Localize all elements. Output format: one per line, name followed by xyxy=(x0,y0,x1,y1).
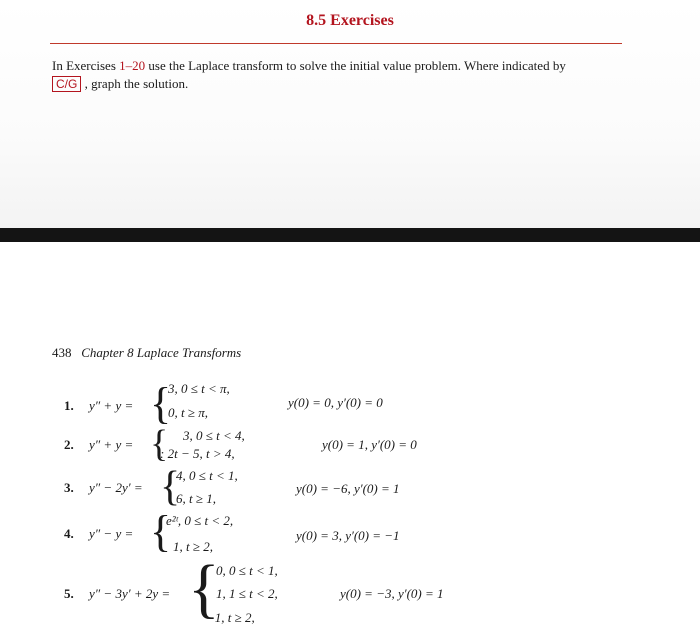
left-brace: { xyxy=(150,507,172,556)
upper-page xyxy=(0,0,700,228)
piece-2: 1, 1 ≤ t < 2, xyxy=(216,586,278,601)
page-separator xyxy=(0,228,700,242)
equation-lhs: y″ − 3y′ + 2y = xyxy=(89,586,171,601)
page-number: 438 xyxy=(52,345,72,360)
piece-2: 0, t ≥ π, xyxy=(168,405,209,420)
piece-1: 3, 0 ≤ t < 4, xyxy=(183,428,245,443)
running-head xyxy=(52,345,241,361)
intro-text-1: In Exercises xyxy=(52,58,120,73)
exercise-instructions xyxy=(52,57,612,93)
section-title: 8.5 Exercises xyxy=(306,12,394,29)
left-brace: { xyxy=(150,423,169,465)
initial-conditions: y(0) = −3, y′(0) = 1 xyxy=(340,586,444,601)
equation-lhs: y″ + y = xyxy=(89,398,134,413)
left-brace: { xyxy=(188,552,220,625)
title-rule xyxy=(50,43,622,44)
intro-text-2: use the Laplace transform to solve the initial value problem. Where indicated by xyxy=(145,58,566,73)
exercise-number: 2. xyxy=(64,437,74,452)
exercise-number: 5. xyxy=(64,586,74,601)
equation-lhs: y″ − 2y′ = xyxy=(89,480,143,495)
initial-conditions: y(0) = −6, y′(0) = 1 xyxy=(296,481,400,496)
left-brace: { xyxy=(150,379,172,428)
piece-2: 6, t ≥ 1, xyxy=(176,491,216,506)
exercise-range: 1–20 xyxy=(119,58,146,73)
initial-conditions: y(0) = 0, y′(0) = 0 xyxy=(288,395,383,410)
piece-1: 4, 0 ≤ t < 1, xyxy=(176,468,238,483)
left-brace: { xyxy=(160,464,181,510)
exercise-number: 4. xyxy=(64,526,74,541)
piece-2: : 2t − 5, t > 4, xyxy=(160,446,235,461)
piece-3: −1, t ≥ 2, xyxy=(206,610,255,625)
piece-2: 1, t ≥ 2, xyxy=(173,539,213,554)
piece-1: 0, 0 ≤ t < 1, xyxy=(216,563,278,578)
exercise-number: 3. xyxy=(64,480,74,495)
equation-lhs: y″ − y = xyxy=(89,526,134,541)
cg-badge: C/G xyxy=(52,76,81,92)
equation-lhs: y″ + y = xyxy=(89,437,134,452)
piece-1: 3, 0 ≤ t < π, xyxy=(168,381,230,396)
chapter-title: Chapter 8 Laplace Transforms xyxy=(81,345,242,360)
piece-1: e²ᵗ, 0 ≤ t < 2, xyxy=(166,513,234,528)
exercise-number: 1. xyxy=(64,398,74,413)
intro-text-3: , graph the solution. xyxy=(84,76,189,91)
initial-conditions: y(0) = 1, y′(0) = 0 xyxy=(322,437,417,452)
initial-conditions: y(0) = 3, y′(0) = −1 xyxy=(296,528,400,543)
